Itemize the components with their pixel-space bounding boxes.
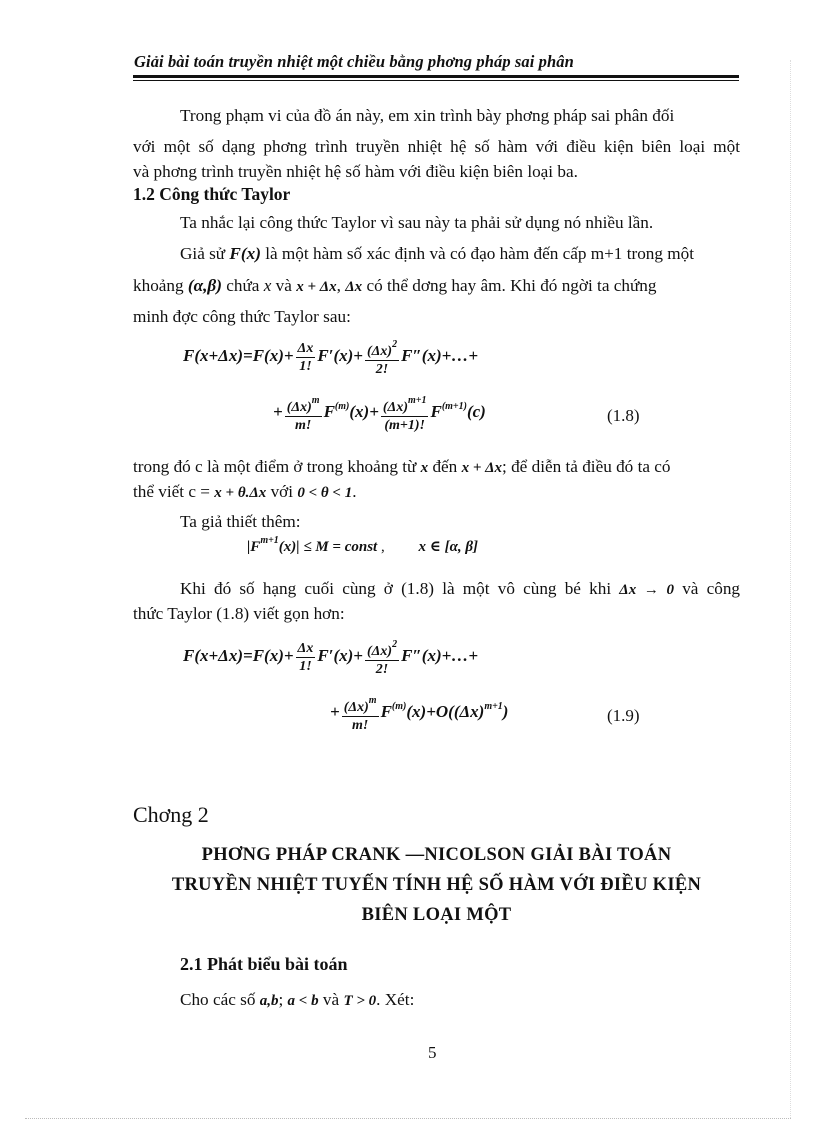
header-rule-thick — [133, 75, 739, 78]
math-fx: F(x) — [229, 244, 261, 263]
bound-inequality: $|F^{m+1}(x)| \le M$ = const , x ∈ [α, β] — [247, 535, 479, 555]
after-eq-line-1: trong đó c là một điểm ở trong khoảng từ x đến x + Δx; để diễn tả điều đó ta có — [133, 457, 671, 476]
chapter-title-line-1: PHƠNG PHÁP CRANK —NICOLSON GIẢI BÀI TOÁN — [201, 845, 672, 865]
header-rule-thin — [133, 80, 739, 81]
assume-line: Ta giả thiết thêm: — [180, 512, 301, 531]
chapter-label: Chơng 2 — [133, 802, 209, 827]
taylor-paragraph-4: minh đợc công thức Taylor sau: — [133, 307, 351, 326]
equation-number-1-8: (1.8) — [607, 406, 640, 425]
running-header: Giải bài toán truyền nhiệt một chiều bằng phơng pháp sai phân — [134, 52, 574, 71]
intro-line-2: với một số dạng phơng trình truyền nhiệt hệ số hàm với điều kiện biên loại một — [133, 137, 740, 156]
chapter-title-line-2: TRUYỀN NHIỆT TUYẾN TÍNH HỆ SỐ HÀM VỚI ĐIỀU KIỆN — [171, 875, 702, 895]
last-line-1: Khi đó số hạng cuối cùng ở (1.8) là một vô cùng bé khi Δx → 0 và công — [180, 579, 741, 598]
equation-1-8-line-2: + $\frac{(\Delta x)^m}{m!}$ $F^{(m)}(x)+$ $\frac{(\Delta x)^{m+1}}{(m+1)!}$ $F^{(m+1)}(c)$ — [273, 392, 486, 434]
final-line: Cho các số a,b; a < b và T > 0. Xét: — [180, 990, 415, 1009]
equation-1-9-line-2: + $\frac{(\Delta x)^m}{m!}$ $F^{(m)}(x)+O((\Delta x)^{m+1})$ — [330, 692, 508, 734]
taylor-paragraph-3: khoảng (α,β) chứa x và x + Δx, Δx có thể dơng hay âm. Khi đó ngời ta chứng — [133, 276, 657, 295]
intro-line-3: và phơng trình truyền nhiệt hệ số hàm với điều kiện biên loại ba. — [133, 162, 578, 181]
page-edge-dotted-line — [25, 1118, 791, 1119]
chapter-title-line-3: BIÊN LOẠI MỘT — [361, 905, 512, 925]
equation-1-9-line-1: F(x+Δx)=F(x)+ $\frac{\Delta x}{1!}$ F′(x)+ $\frac{(\Delta x)^2}{2!}$ F″(x)+…+ — [183, 636, 478, 678]
equation-1-8-line-1: F(x+Δx)=F(x)+ $\frac{\Delta x}{1!}$ F′(x)+ $\frac{(\Delta x)^2}{2!}$ F″(x)+…+ — [183, 336, 478, 378]
section-heading-2-1: 2.1 Phát biểu bài toán — [180, 954, 348, 974]
section-heading-1-2: 1.2 Công thức Taylor — [133, 184, 291, 204]
after-eq-line-2: thể viết c = x + θ.Δx với 0 < θ < 1. — [133, 482, 357, 501]
last-line-2: thức Taylor (1.8) viết gọn hơn: — [133, 604, 345, 623]
intro-line-1: Trong phạm vi của đồ án này, em xin trình bày phơng pháp sai phân đối — [180, 106, 675, 125]
taylor-paragraph-1: Ta nhắc lại công thức Taylor vì sau này ta phải sử dụng nó nhiều lần. — [180, 213, 654, 232]
page-number: 5 — [428, 1043, 437, 1062]
taylor-paragraph-2: Giả sử F(x) là một hàm số xác định và có đạo hàm đến cấp m+1 trong một — [180, 244, 695, 263]
equation-number-1-9: (1.9) — [607, 706, 640, 725]
page-edge-dotted-vertical — [790, 60, 791, 1118]
